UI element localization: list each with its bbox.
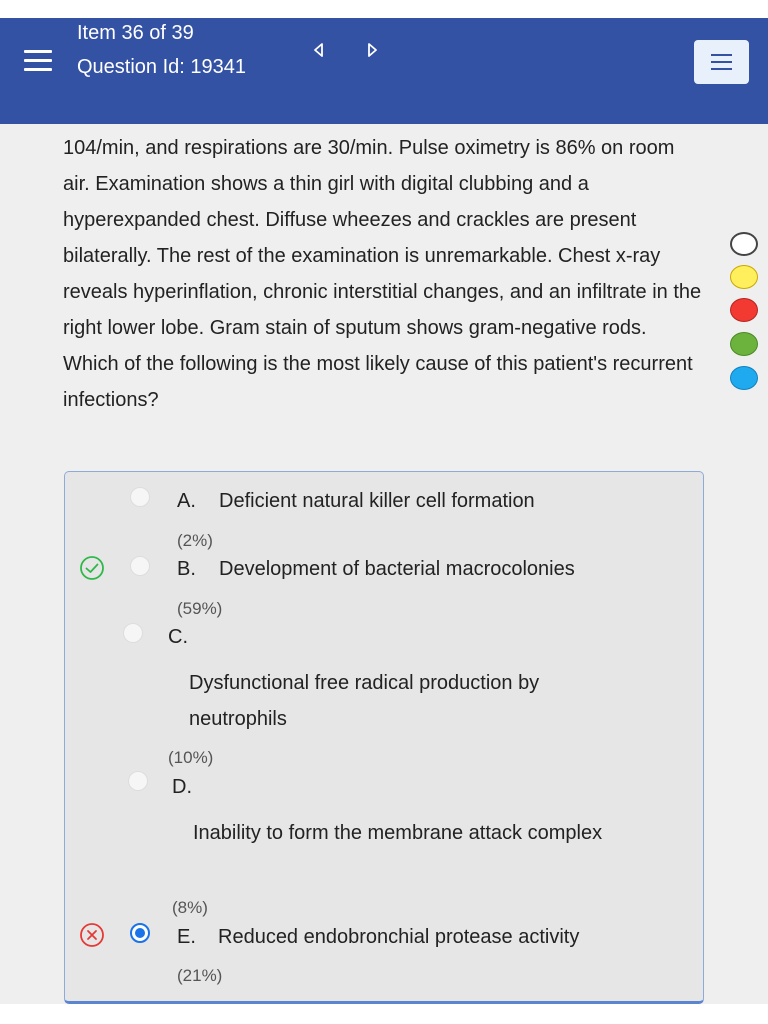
answer-d-text[interactable]: Inability to form the membrane attack complex xyxy=(193,822,603,844)
answer-c-text[interactable]: Dysfunctional free radical production by neutrophils xyxy=(189,672,540,730)
hamburger-icon[interactable] xyxy=(24,48,52,72)
question-id: Question Id: 19341 xyxy=(77,56,247,78)
highlight-red-swatch[interactable] xyxy=(730,298,758,322)
answer-b-radio[interactable] xyxy=(130,556,150,576)
highlight-yellow-swatch[interactable] xyxy=(730,265,758,289)
question-panel xyxy=(0,124,768,1004)
answer-b-text[interactable]: Development of bacterial macrocolonies xyxy=(219,558,575,580)
question-stem: 104/min, and respirations are 30/min. Pulse oximetry is 86% on room air. Examination shows a thin girl with digital clubbing and a hyperexpanded chest. Diffuse wheezes and crackles are present bilaterally. The rest of the examination is unremarkable. Chest x-ray reveals hyperinflation, chronic interstitial changes, and an infiltrate in the right lower lobe. Gram stain of sputum shows gram-negative rods. Which of the following is the most likely cause of this patient's recurrent infections? xyxy=(63,137,702,411)
answer-e-radio[interactable] xyxy=(130,923,150,943)
answer-c-percent: (10%) xyxy=(168,748,214,767)
next-question-icon[interactable] xyxy=(362,40,382,60)
answer-d-letter: D. xyxy=(172,776,192,798)
highlight-green-swatch[interactable] xyxy=(730,332,758,356)
answer-a-radio[interactable] xyxy=(130,487,150,507)
answer-d-percent: (8%) xyxy=(172,898,208,917)
answer-a-letter: A. xyxy=(177,490,196,512)
highlight-blue-swatch[interactable] xyxy=(730,366,758,390)
answer-choices xyxy=(64,471,704,1004)
answer-b-letter: B. xyxy=(177,558,196,580)
x-circle-icon xyxy=(79,922,105,948)
header-bar xyxy=(0,18,768,124)
answer-d-radio[interactable] xyxy=(128,771,148,791)
answer-c-letter: C. xyxy=(168,626,188,648)
previous-question-icon[interactable] xyxy=(309,40,329,60)
item-counter: Item 36 of 39 xyxy=(77,22,194,44)
highlight-white-swatch[interactable] xyxy=(730,232,758,256)
bottom-gap xyxy=(0,1004,768,1024)
answer-e-text[interactable]: Reduced endobronchial protease activity xyxy=(218,926,580,948)
answer-a-percent: (2%) xyxy=(177,531,213,550)
answer-c-radio[interactable] xyxy=(123,623,143,643)
answer-b-percent: (59%) xyxy=(177,599,223,618)
answer-e-percent: (21%) xyxy=(177,966,223,985)
answer-e-letter: E. xyxy=(177,926,196,948)
top-gap xyxy=(0,0,768,18)
answer-a-text[interactable]: Deficient natural killer cell formation xyxy=(219,490,535,512)
table-of-contents-button[interactable] xyxy=(694,40,749,84)
check-circle-icon xyxy=(79,555,105,581)
